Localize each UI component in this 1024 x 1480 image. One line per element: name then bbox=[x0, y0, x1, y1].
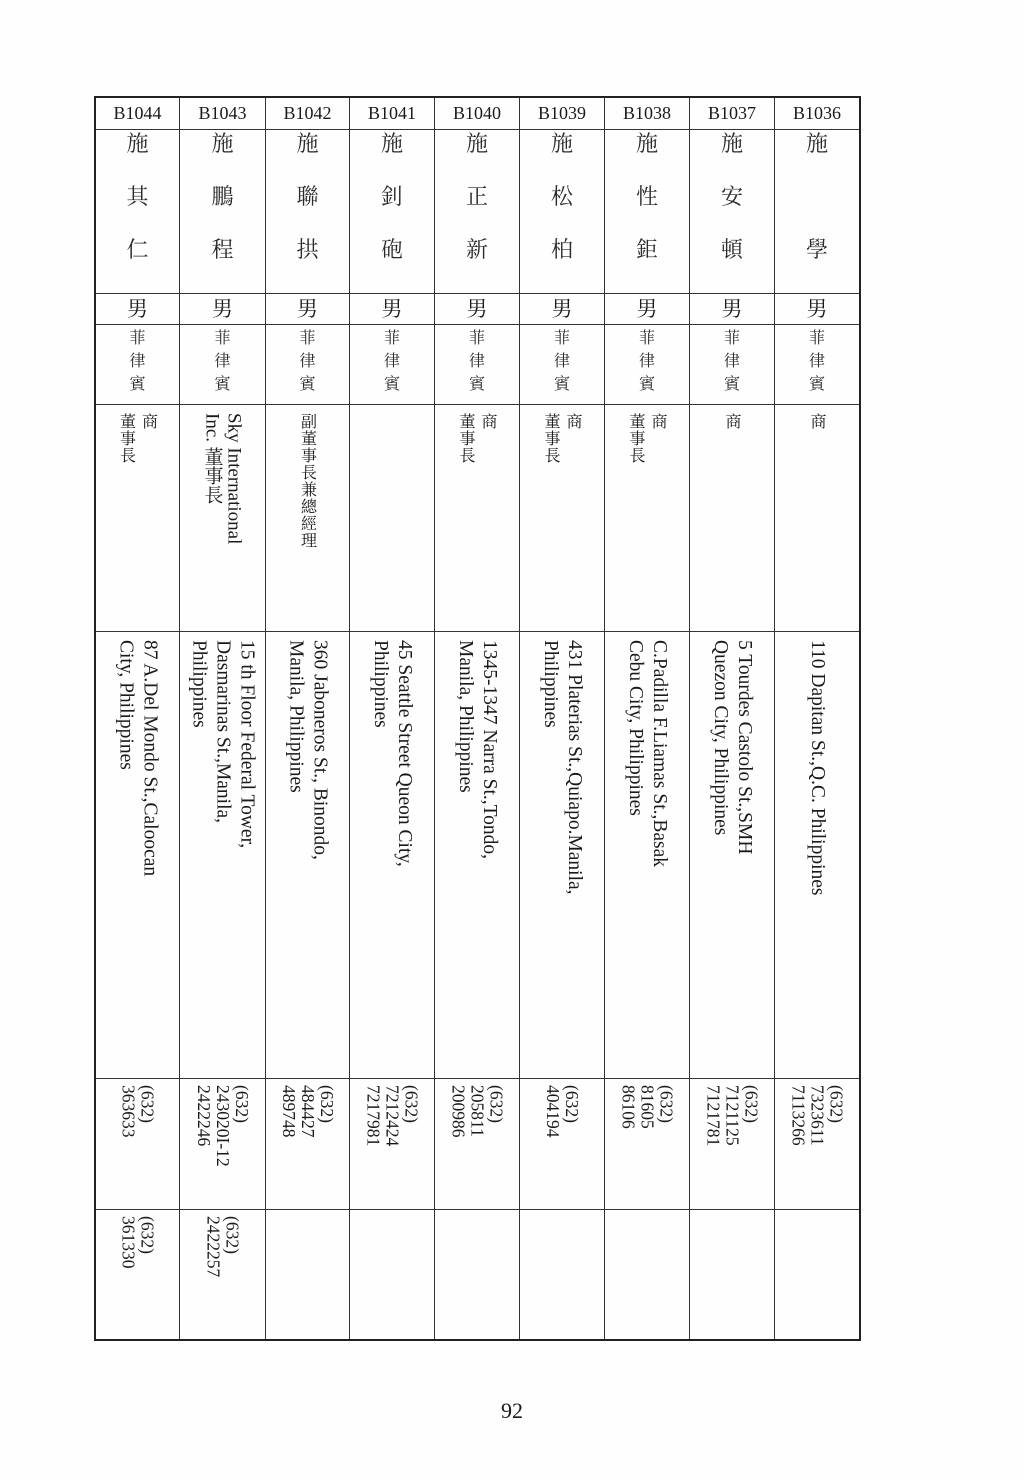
nationality-char: 律 bbox=[299, 351, 316, 370]
address-text bbox=[187, 640, 259, 848]
nationality-char: 律 bbox=[723, 351, 740, 370]
occupation-line: 董事長 bbox=[542, 413, 561, 464]
fax-line: 2422257 bbox=[203, 1216, 224, 1278]
member-code: B1040 bbox=[452, 103, 501, 123]
member-code-cell bbox=[95, 97, 180, 130]
occupation-cell bbox=[520, 405, 605, 632]
nationality-char: 賓 bbox=[723, 374, 740, 393]
name-char: 釗 bbox=[380, 185, 403, 210]
nationality-char: 賓 bbox=[214, 374, 231, 393]
phone-line: (632) bbox=[656, 1085, 677, 1123]
address-cell bbox=[350, 632, 435, 1079]
phone-line: 489748 bbox=[279, 1085, 299, 1138]
phone-cell bbox=[690, 1079, 775, 1210]
member-code-cell bbox=[350, 97, 435, 130]
gender: 男 bbox=[806, 297, 828, 321]
phone-line: 7121781 bbox=[703, 1085, 724, 1147]
occupation-cell bbox=[266, 405, 350, 632]
nationality bbox=[96, 325, 179, 398]
address-cell bbox=[95, 632, 180, 1079]
fax-numbers bbox=[204, 1216, 242, 1277]
phone-numbers bbox=[279, 1085, 336, 1138]
member-name-cell bbox=[520, 130, 605, 294]
member-name-cell bbox=[605, 130, 690, 294]
member-name-cell bbox=[266, 130, 350, 294]
phone-numbers bbox=[619, 1085, 676, 1129]
nationality-char: 賓 bbox=[468, 374, 485, 393]
name-char: 新 bbox=[465, 238, 488, 263]
nationality-char: 賓 bbox=[808, 374, 825, 393]
name-char: 松 bbox=[550, 185, 573, 210]
occupation-text bbox=[806, 413, 828, 430]
gender-cell bbox=[520, 294, 605, 325]
phone-line: 200986 bbox=[448, 1085, 469, 1138]
phone-numbers bbox=[543, 1085, 581, 1138]
phone-line: (632) bbox=[826, 1085, 847, 1123]
occupation-text bbox=[297, 413, 319, 549]
member-name bbox=[350, 130, 434, 293]
nationality-char: 菲 bbox=[383, 328, 400, 347]
name-char: 鵬 bbox=[211, 185, 234, 210]
nationality-char: 律 bbox=[808, 351, 825, 370]
gender-cell bbox=[350, 294, 435, 325]
address-text bbox=[623, 640, 671, 867]
name-row bbox=[95, 130, 860, 294]
member-name-cell bbox=[95, 130, 180, 294]
address-line: 1345-1347 Narra St.,Tondo, bbox=[479, 640, 500, 860]
nationality-cell bbox=[775, 325, 861, 405]
address-text bbox=[538, 640, 586, 895]
occupation-cell bbox=[435, 405, 520, 632]
gender: 男 bbox=[381, 297, 403, 321]
nationality-cell bbox=[435, 325, 520, 405]
phone-line: 205811 bbox=[467, 1085, 488, 1137]
nationality-cell bbox=[350, 325, 435, 405]
nationality-char: 賓 bbox=[129, 374, 146, 393]
phone-line: 363633 bbox=[118, 1085, 139, 1138]
nationality-char: 賓 bbox=[383, 374, 400, 393]
phone-line: 7323611 bbox=[807, 1085, 828, 1146]
member-code-cell bbox=[266, 97, 350, 130]
occupation-cell bbox=[775, 405, 861, 632]
phone-cell bbox=[180, 1079, 266, 1210]
fax-cell bbox=[180, 1210, 266, 1341]
nationality-char: 律 bbox=[468, 351, 485, 370]
occupation-line: 商 bbox=[564, 413, 583, 430]
nationality-char: 律 bbox=[383, 351, 400, 370]
address-line: 110 Dapitan St.,Q.C. Philippines bbox=[807, 640, 828, 896]
gender: 男 bbox=[636, 297, 658, 321]
occupation-line: 董事長 bbox=[117, 413, 137, 464]
member-code: B1044 bbox=[113, 103, 162, 123]
address-text bbox=[708, 640, 756, 854]
gender: 男 bbox=[721, 297, 743, 321]
gender-cell bbox=[690, 294, 775, 325]
occupation-line: 商 bbox=[649, 413, 668, 430]
phone-line: (632) bbox=[232, 1085, 252, 1123]
nationality-cell bbox=[520, 325, 605, 405]
phone-line: (632) bbox=[486, 1085, 507, 1123]
occupation-cell bbox=[350, 405, 435, 632]
phone-line: 81605 bbox=[637, 1085, 658, 1129]
gender-cell bbox=[775, 294, 861, 325]
nationality-char: 賓 bbox=[553, 374, 570, 393]
occupation-text bbox=[625, 413, 669, 464]
member-name bbox=[96, 130, 179, 293]
member-name bbox=[180, 130, 265, 293]
member-code-cell bbox=[520, 97, 605, 130]
name-char: 學 bbox=[805, 238, 828, 263]
phone-line: (632) bbox=[317, 1085, 337, 1123]
phone-line: 7113266 bbox=[788, 1085, 809, 1146]
name-char: 施 bbox=[550, 132, 573, 157]
fax-line: (632) bbox=[222, 1216, 243, 1254]
phone-cell bbox=[435, 1079, 520, 1210]
fax-cell bbox=[266, 1210, 350, 1341]
address-text bbox=[284, 640, 332, 860]
address-line: Quezon City, Philippines bbox=[710, 640, 731, 836]
nationality-char: 賓 bbox=[299, 374, 316, 393]
nationality bbox=[775, 325, 859, 398]
occupation-cell bbox=[605, 405, 690, 632]
fax-cell bbox=[95, 1210, 180, 1341]
name-char: 施 bbox=[296, 132, 319, 157]
address-cell bbox=[435, 632, 520, 1079]
name-char: 施 bbox=[126, 132, 149, 157]
member-code: B1042 bbox=[283, 103, 332, 123]
nationality-char: 菲 bbox=[723, 328, 740, 347]
fax-line: (632) bbox=[137, 1216, 158, 1254]
phone-numbers bbox=[449, 1085, 506, 1138]
nationality-char: 菲 bbox=[468, 328, 485, 347]
code-row bbox=[95, 97, 860, 130]
nationality bbox=[435, 325, 519, 398]
member-code: B1036 bbox=[792, 103, 841, 123]
name-char: 施 bbox=[465, 132, 488, 157]
gender-cell bbox=[180, 294, 266, 325]
phone-cell bbox=[350, 1079, 435, 1210]
phone-line: 243020I-12 bbox=[213, 1085, 233, 1167]
phone-row bbox=[95, 1079, 860, 1210]
address-line: Manila, Philippines bbox=[455, 640, 476, 793]
gender: 男 bbox=[212, 297, 233, 321]
member-name bbox=[266, 130, 349, 293]
name-char: 拱 bbox=[296, 238, 319, 263]
phone-line: (632) bbox=[741, 1085, 762, 1123]
address-cell bbox=[180, 632, 266, 1079]
phone-numbers bbox=[364, 1085, 421, 1146]
occupation-line: 商 bbox=[723, 413, 742, 430]
member-code-cell bbox=[180, 97, 266, 130]
nationality bbox=[605, 325, 689, 398]
phone-numbers bbox=[194, 1085, 251, 1167]
gender: 男 bbox=[127, 297, 148, 321]
nationality-char: 菲 bbox=[299, 328, 316, 347]
member-name bbox=[775, 130, 859, 293]
nationality-char: 賓 bbox=[638, 374, 655, 393]
address-line: Philippines bbox=[370, 640, 391, 728]
phone-line: 484427 bbox=[298, 1085, 318, 1138]
occupation-line: 商 bbox=[479, 413, 498, 430]
member-code: B1037 bbox=[707, 103, 756, 123]
nationality-char: 菲 bbox=[129, 328, 146, 347]
address-line: Dasmarinas St.,Manila, bbox=[212, 640, 234, 824]
nationality-cell bbox=[180, 325, 266, 405]
phone-numbers bbox=[704, 1085, 761, 1146]
name-char: 聯 bbox=[296, 185, 319, 210]
occupation-cell bbox=[180, 405, 266, 632]
phone-line: 404194 bbox=[543, 1085, 563, 1138]
fax-cell bbox=[605, 1210, 690, 1341]
fax-cell bbox=[690, 1210, 775, 1341]
phone-line: 7212424 bbox=[382, 1085, 403, 1147]
name-char: 砲 bbox=[380, 238, 403, 263]
nationality-row bbox=[95, 325, 860, 405]
gender-row bbox=[95, 294, 860, 325]
nationality-cell bbox=[266, 325, 350, 405]
name-char: 施 bbox=[805, 132, 828, 157]
address-line: 431 Platerias St.,Quiapo.Manila, bbox=[564, 640, 585, 895]
fax-numbers bbox=[119, 1216, 157, 1269]
address-text bbox=[453, 640, 501, 859]
nationality-char: 律 bbox=[214, 351, 231, 370]
fax-line: 361330 bbox=[118, 1216, 139, 1269]
phone-line: (632) bbox=[562, 1085, 582, 1123]
phone-cell bbox=[605, 1079, 690, 1210]
gender-cell bbox=[605, 294, 690, 325]
address-cell bbox=[520, 632, 605, 1079]
nationality-char: 菲 bbox=[214, 328, 231, 347]
address-cell bbox=[605, 632, 690, 1079]
address-cell bbox=[690, 632, 775, 1079]
member-registry-table bbox=[94, 96, 861, 1341]
phone-numbers bbox=[119, 1085, 157, 1138]
title-row bbox=[95, 405, 860, 632]
gender-cell bbox=[266, 294, 350, 325]
phone-line: 7121125 bbox=[722, 1085, 743, 1146]
nationality-char: 菲 bbox=[808, 328, 825, 347]
occupation-text bbox=[721, 413, 743, 430]
address-line: City, Philippines bbox=[115, 640, 137, 770]
member-code-cell bbox=[435, 97, 520, 130]
phone-line: 7217981 bbox=[363, 1085, 384, 1147]
occupation-cell bbox=[690, 405, 775, 632]
member-name bbox=[520, 130, 604, 293]
name-char: 其 bbox=[126, 185, 149, 210]
member-name-cell bbox=[180, 130, 266, 294]
occupation-line: Inc. 董事長 bbox=[201, 413, 223, 504]
occupation-line: 商 bbox=[808, 413, 827, 430]
phone-cell bbox=[520, 1079, 605, 1210]
occupation-text bbox=[540, 413, 584, 464]
member-code: B1039 bbox=[537, 103, 586, 123]
member-name-cell bbox=[350, 130, 435, 294]
nationality-cell bbox=[95, 325, 180, 405]
name-char: 頓 bbox=[720, 238, 743, 263]
occupation-line: 商 bbox=[139, 413, 159, 430]
phone-line: (632) bbox=[137, 1085, 158, 1123]
occupation-line: 董事長 bbox=[457, 413, 476, 464]
occupation-text bbox=[201, 413, 245, 544]
member-code-cell bbox=[605, 97, 690, 130]
gender: 男 bbox=[551, 297, 573, 321]
name-char: 程 bbox=[211, 238, 234, 263]
nationality-cell bbox=[690, 325, 775, 405]
address-cell bbox=[266, 632, 350, 1079]
address-cell bbox=[775, 632, 861, 1079]
member-name bbox=[605, 130, 689, 293]
occupation-text bbox=[116, 413, 160, 464]
phone-cell bbox=[775, 1079, 861, 1210]
occupation-line: 副董事長兼總經理 bbox=[298, 413, 318, 549]
name-char: 性 bbox=[635, 185, 658, 210]
member-name-cell bbox=[690, 130, 775, 294]
address-line: Cebu City, Philippines bbox=[625, 640, 646, 816]
member-name bbox=[435, 130, 519, 293]
gender-cell bbox=[95, 294, 180, 325]
fax-cell bbox=[520, 1210, 605, 1341]
phone-line: (632) bbox=[401, 1085, 422, 1123]
fax-row bbox=[95, 1210, 860, 1341]
address-line: 45 Seattle Street Queon City, bbox=[394, 640, 415, 867]
address-line: C.Padilla F.Liamas St.,Basak bbox=[649, 640, 670, 868]
name-char: 施 bbox=[380, 132, 403, 157]
phone-cell bbox=[266, 1079, 350, 1210]
address-line: 5 Tourdes Castolo St.,SMH bbox=[734, 640, 755, 855]
member-code-cell bbox=[690, 97, 775, 130]
occupation-cell bbox=[95, 405, 180, 632]
gender: 男 bbox=[466, 297, 488, 321]
gender: 男 bbox=[297, 297, 318, 321]
phone-line: 2422246 bbox=[194, 1085, 214, 1147]
occupation-line: 董事長 bbox=[627, 413, 646, 464]
nationality bbox=[520, 325, 604, 398]
nationality bbox=[180, 325, 265, 398]
member-code: B1043 bbox=[198, 103, 247, 123]
name-char: 正 bbox=[465, 185, 488, 210]
nationality bbox=[690, 325, 774, 398]
nationality-char: 律 bbox=[638, 351, 655, 370]
fax-cell bbox=[350, 1210, 435, 1341]
member-name-cell bbox=[435, 130, 520, 294]
member-code-cell bbox=[775, 97, 861, 130]
address-line: Philippines bbox=[188, 640, 210, 728]
phone-cell bbox=[95, 1079, 180, 1210]
nationality bbox=[350, 325, 434, 398]
name-char: 安 bbox=[720, 185, 743, 210]
address-text bbox=[114, 640, 162, 876]
address-line: Philippines bbox=[540, 640, 561, 728]
nationality bbox=[266, 325, 349, 398]
gender-cell bbox=[435, 294, 520, 325]
page-number: 92 bbox=[501, 1398, 523, 1423]
fax-cell bbox=[775, 1210, 861, 1341]
name-char: 仁 bbox=[126, 238, 149, 263]
address-text bbox=[368, 640, 416, 867]
member-name bbox=[690, 130, 774, 293]
address-line: 360 Jaboneros St., Binondo, bbox=[309, 640, 331, 860]
nationality-char: 律 bbox=[129, 351, 146, 370]
name-char: 鉅 bbox=[635, 238, 658, 263]
address-line: Manila, Philippines bbox=[285, 640, 307, 793]
member-code: B1038 bbox=[622, 103, 671, 123]
nationality-char: 律 bbox=[553, 351, 570, 370]
member-code: B1041 bbox=[367, 103, 416, 123]
name-char: 柏 bbox=[550, 238, 573, 263]
nationality-char: 菲 bbox=[553, 328, 570, 347]
phone-line: 86106 bbox=[618, 1085, 639, 1129]
fax-cell bbox=[435, 1210, 520, 1341]
occupation-text bbox=[455, 413, 499, 464]
occupation-line: Sky International bbox=[223, 413, 245, 545]
address-line: 87 A.Del Mondo St.,Caloocan bbox=[139, 640, 161, 877]
name-char: 施 bbox=[720, 132, 743, 157]
nationality-char: 菲 bbox=[638, 328, 655, 347]
address-row bbox=[95, 632, 860, 1079]
name-char: 施 bbox=[211, 132, 234, 157]
address-line: 15 th Floor Federal Tower, bbox=[236, 640, 258, 849]
name-char: 施 bbox=[635, 132, 658, 157]
nationality-cell bbox=[605, 325, 690, 405]
member-name-cell bbox=[775, 130, 861, 294]
phone-numbers bbox=[789, 1085, 846, 1146]
address-text bbox=[805, 640, 829, 896]
